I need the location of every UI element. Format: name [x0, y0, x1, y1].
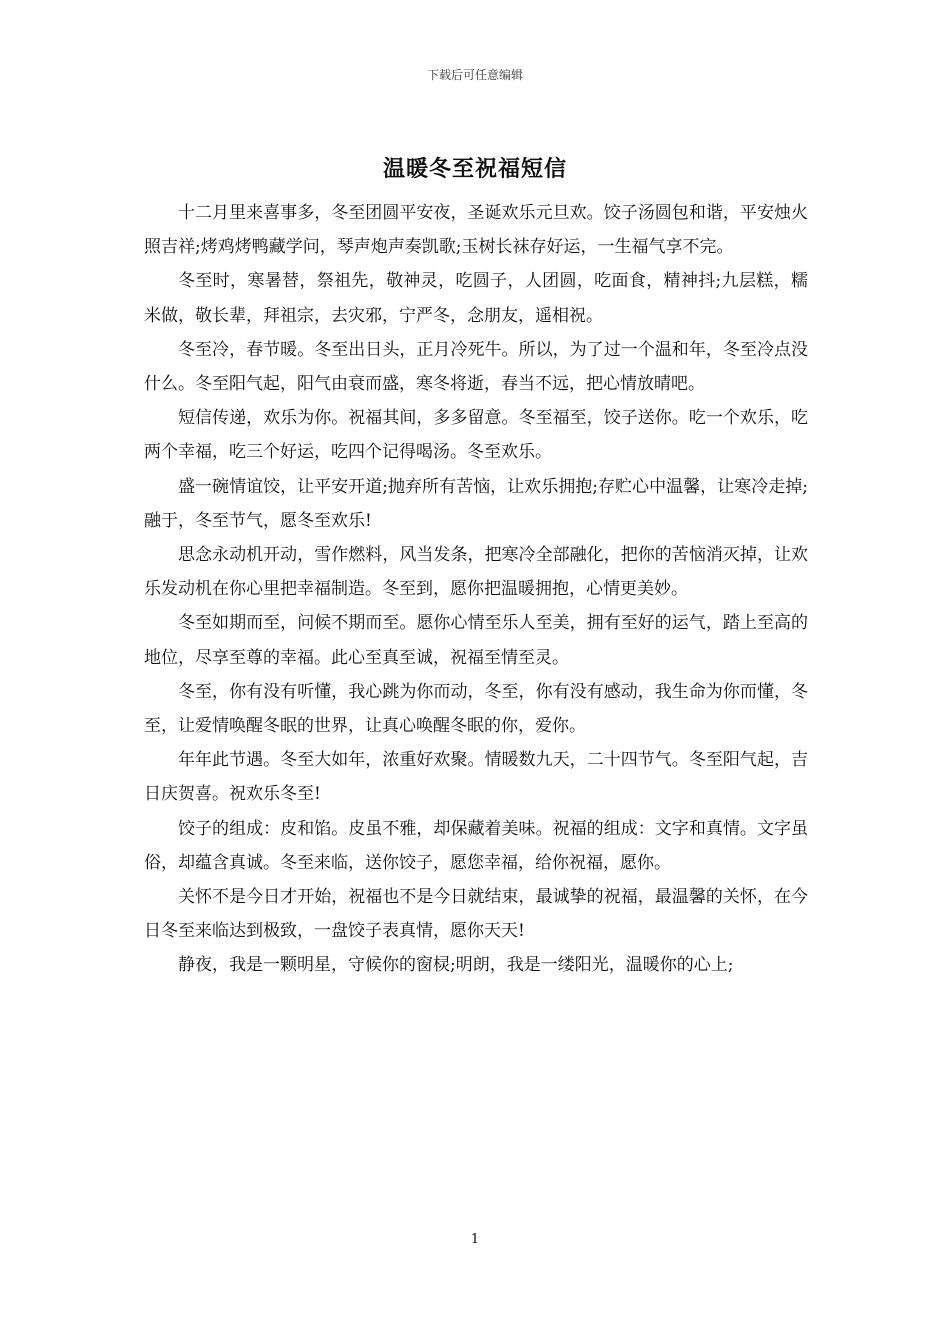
paragraph: 思念永动机开动，雪作燃料，风当发条，把寒冷全部融化，把你的苦恼消灭掉，让欢乐发动机在你心里把幸福制造。冬至到，愿你把温暖拥抱，心情更美妙。 — [144, 545, 808, 600]
document-title: 温暖冬至祝福短信 — [382, 156, 567, 182]
header-note: 下载后可任意编辑 — [426, 68, 523, 82]
paragraph: 饺子的组成：皮和馅。皮虽不雅，却保藏着美味。祝福的组成：文字和真情。文字虽俗，却蕴含真诚。冬至来临，送你饺子，愿您幸福，给你祝福，愿你。 — [144, 818, 808, 873]
paragraph: 冬至如期而至，问候不期而至。愿你心情至乐人至美，拥有至好的运气，踏上至高的地位，尽享至尊的幸福。此心至真至诚，祝福至情至灵。 — [144, 613, 808, 668]
paragraph: 盛一碗情谊饺，让平安开道;抛弃所有苦恼，让欢乐拥抱;存贮心中温馨，让寒冷走掉;融于，冬至节气，愿冬至欢乐! — [144, 476, 808, 531]
paragraph: 冬至冷，春节暖。冬至出日头，正月冷死牛。所以，为了过一个温和年，冬至冷点没什么。冬至阳气起，阳气由衰而盛，寒冬将逝，春当不远，把心情放晴吧。 — [144, 339, 808, 395]
paragraph: 静夜，我是一颗明星，守候你的窗棂;明朗，我是一缕阳光，温暖你的心上; — [178, 955, 734, 976]
paragraph: 冬至时，寒暑替，祭祖先，敬神灵，吃圆子，人团圆，吃面食，精神抖;九层糕，糯米做，敬长辈，拜祖宗，去灾邪，宁严冬，念朋友，遥相祝。 — [144, 271, 808, 326]
paragraph: 十二月里来喜事多，冬至团圆平安夜，圣诞欢乐元旦欢。饺子汤圆包和谐，平安烛火照吉祥;烤鸡烤鸭藏学问，琴声炮声奏凯歌;玉树长袜存好运，一生福气享不完。 — [144, 203, 808, 258]
page-number: 1 — [470, 1232, 480, 1247]
document-body — [144, 196, 808, 983]
paragraph: 年年此节遇。冬至大如年，浓重好欢聚。情暖数九天，二十四节气。冬至阳气起，吉日庆贺喜。祝欢乐冬至! — [144, 750, 808, 805]
paragraph: 关怀不是今日才开始，祝福也不是今日就结束，最诚挚的祝福，最温馨的关怀，在今日冬至来临达到极致，一盘饺子表真情，愿你天天! — [144, 887, 808, 942]
paragraph: 短信传递，欢乐为你。祝福其间，多多留意。冬至福至，饺子送你。吃一个欢乐，吃两个幸福，吃三个好运，吃四个记得喝汤。冬至欢乐。 — [144, 408, 808, 463]
paragraph: 冬至，你有没有听懂，我心跳为你而动，冬至，你有没有感动，我生命为你而懂，冬至，让爱情唤醒冬眠的世界，让真心唤醒冬眠的你，爱你。 — [144, 681, 808, 737]
